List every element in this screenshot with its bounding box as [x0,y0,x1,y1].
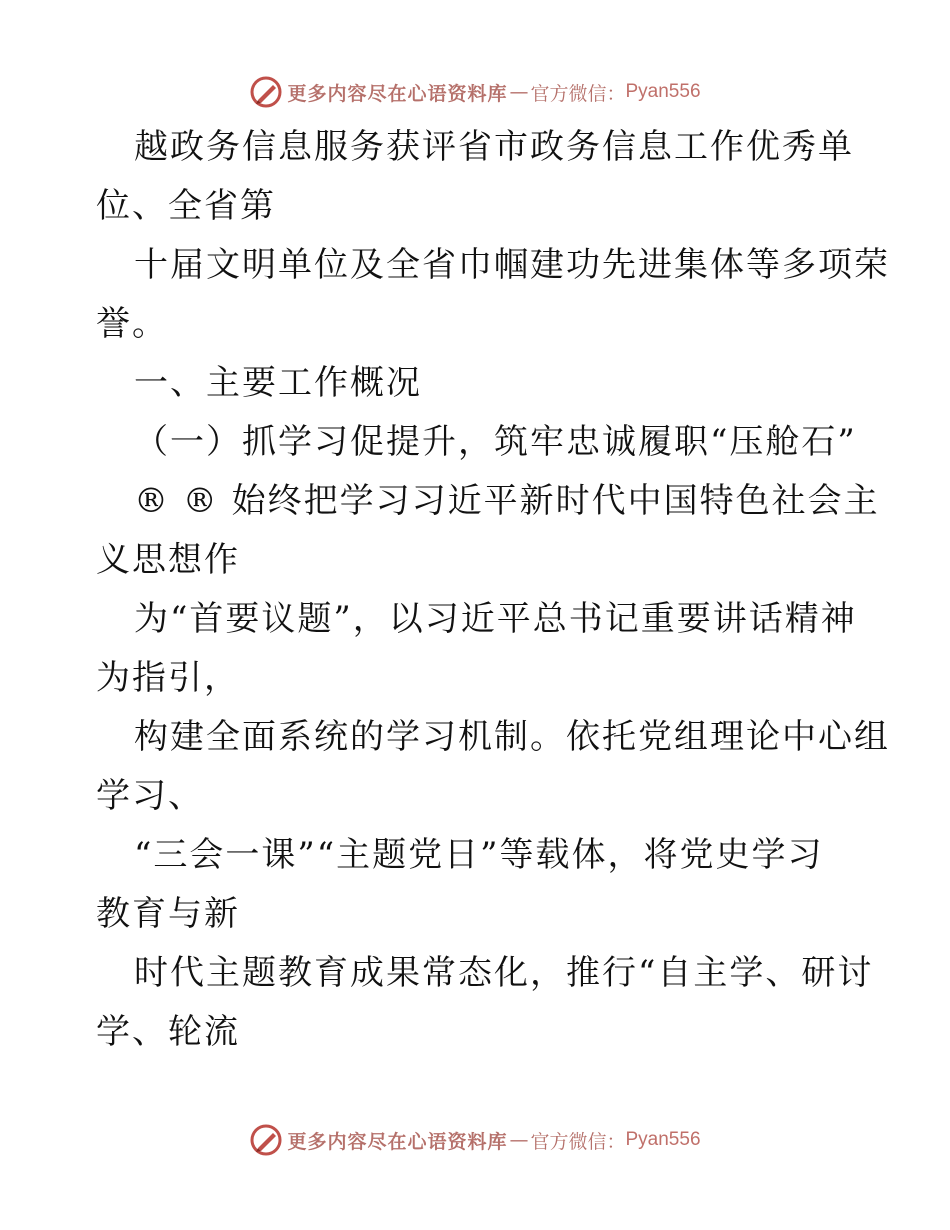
pen-logo-icon [249,1123,283,1157]
text-line: 构建全面系统的学习机制。依托党组理论中心组 [134,717,890,757]
text-line: 时代主题教育成果常态化，推行“自主学、研讨 [134,953,874,993]
watermark-sub-text: 官方微信： [530,1130,626,1153]
text-line: 学习、 [96,776,204,816]
text-line: 教育与新 [96,894,240,934]
watermark-header [0,72,950,112]
text-line: ® ® 始终把学习习近平新时代中国特色社会主 [134,481,880,521]
text-line: 学、轮流 [96,1012,240,1052]
text-line: “三会一课”“主题党日”等载体，将党史学习 [134,835,824,875]
text-line: 位、全省第 [96,186,276,226]
text-line: 越政务信息服务获评省市政务信息工作优秀单 [134,127,854,167]
document-body [96,118,890,1062]
text-line: 十届文明单位及全省巾帼建功先进集体等多项荣 [134,245,890,285]
watermark-separator: — [509,1129,529,1151]
watermark-id: Pyan556 [625,1129,701,1150]
watermark-separator: — [509,81,529,103]
watermark-main-text: 更多内容尽在心语资料库 [287,1130,508,1153]
text-line: 为“首要议题”，以习近平总书记重要讲话精神 [134,599,857,639]
text-line: 誉。 [96,304,168,344]
watermark-main-text: 更多内容尽在心语资料库 [287,82,508,105]
watermark-footer [0,1120,950,1160]
pen-logo-icon [249,75,283,109]
text-line: 为指引， [96,658,240,698]
section-heading: 一、主要工作概况 [134,363,422,403]
subsection-heading: （一）抓学习促提升，筑牢忠诚履职“压舱石” [134,422,857,462]
text-line: 义思想作 [96,540,240,580]
watermark-sub-text: 官方微信： [530,82,626,105]
watermark-id: Pyan556 [625,81,701,102]
